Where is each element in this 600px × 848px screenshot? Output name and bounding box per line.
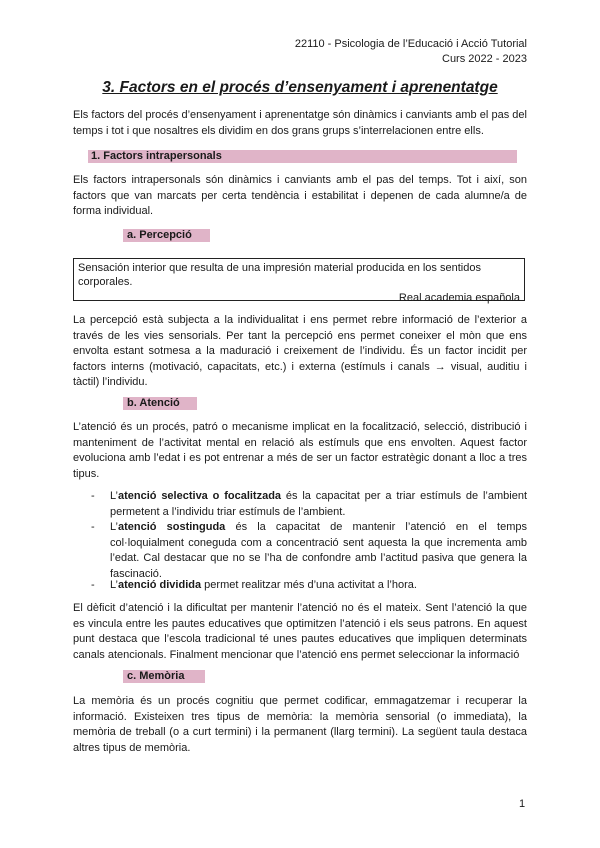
memoria-paragraph: La memòria és un procés cognitiu que permet codificar, emmagatzemar i recuperar la informació. Existeixen tres tipus de memòria: la memòria sensorial (o immediata), la memòria de treball (o a curt termini) i la permanent (llarg termini). La següent taula destaca altres tipus de memòria. (73, 695, 527, 754)
subheading-atencio: b. Atenció (123, 397, 197, 410)
term-bold: atenció dividida (117, 579, 202, 591)
list-item: - L’atenció selectiva o focalitzada és la capacitat per a triar estímuls de l’ambient permetent a l’individu triar estímuls de l’ambient. (91, 490, 528, 518)
list-dash: - (91, 490, 95, 502)
page-header (295, 37, 527, 67)
course-title: 22110 - Psicologia de l’Educació i Acció Tutorial (294, 38, 527, 50)
section-heading-intrapersonal: 1. Factors intrapersonals (88, 150, 517, 163)
course-year: Curs 2022 - 2023 (442, 53, 527, 65)
atencio-paragraph: L’atenció és un procés, patró o mecanisme implicat en la focalització, selecció, distribució i manteniment de l’activitat mental en relació als estímuls que ens envolten. Aquest factor evoluciona amb l’edat i es pot entrenar a més de ser un factor estratègic donant a lloc a tres tipus. (73, 421, 527, 480)
term-bold: atenció selectiva o focalitzada (117, 490, 282, 502)
percepcio-paragraph: La percepció està subjecta a la individualitat i ens permet rebre informació de l’exterior a través de les vies sensorials. Per tant la percepció ens permet coneixer el mòn que ens envolta estant sotmesa a la maduració i creixement de l’individu. És un factor incidit per factors interns (motivació, capacitats, etc.) i externa (estímuls i canals → visual, auditiu i tàctil) l’individu. (73, 314, 527, 388)
intrapersonal-paragraph: Els factors intrapersonals són dinàmics i canviants amb el pas del temps. Tot i així, son factors que van marcats per certa tendència i estabilitat i depenen de cada alumne/a de forma individual. (73, 174, 527, 217)
atencio-paragraph-2: El dèficit d’atenció i la dificultat per mantenir l’atenció no és el mateix. Sent l’atenció la que es vincula entre les pautes educatives que optimitzen l’atenció i els seus patrons. En aquest punt destaca que l’escola tradicional té unes pautes educatives que impliquen determinats canals atencionals. Finalment mencionar que l’atenció ens permet seleccionar la informació (73, 602, 527, 661)
quote-source: Real academia española (398, 292, 520, 304)
subheading-memoria: c. Memòria (123, 670, 205, 683)
list-item: - L’atenció sostinguda és la capacitat de mantenir l’atenció en el temps col·loquialment coneguda com a concentració sent aquesta la que incrementa amb l’edat. Cal destacar que no se l’ha de confondre amb l’actitud pasiva que genera la fascinació. (91, 521, 527, 580)
definition-quote-box (73, 258, 525, 304)
subheading-percepcio: a. Percepció (123, 229, 210, 242)
intro-paragraph: Els factors del procés d’ensenyament i aprenentatge són dinàmics i canviants amb el pas del temps i tot i que nosaltres els dividim en dos grans grups s’interrelacionen entre ells. (73, 109, 527, 137)
list-dash: - (91, 521, 95, 533)
document-title: 3. Factors en el procés d’ensenyament i aprenentatge (102, 79, 498, 96)
list-item: - L’atenció dividida permet realitzar més d’una activitat a l’hora. (91, 578, 527, 594)
term-bold: atenció sostinguda (117, 521, 226, 533)
quote-text: Sensación interior que resulta de una impresión material producida en los sentidos corporales. (78, 262, 481, 288)
page-number: 1 (519, 798, 526, 810)
list-dash: - (91, 579, 95, 591)
